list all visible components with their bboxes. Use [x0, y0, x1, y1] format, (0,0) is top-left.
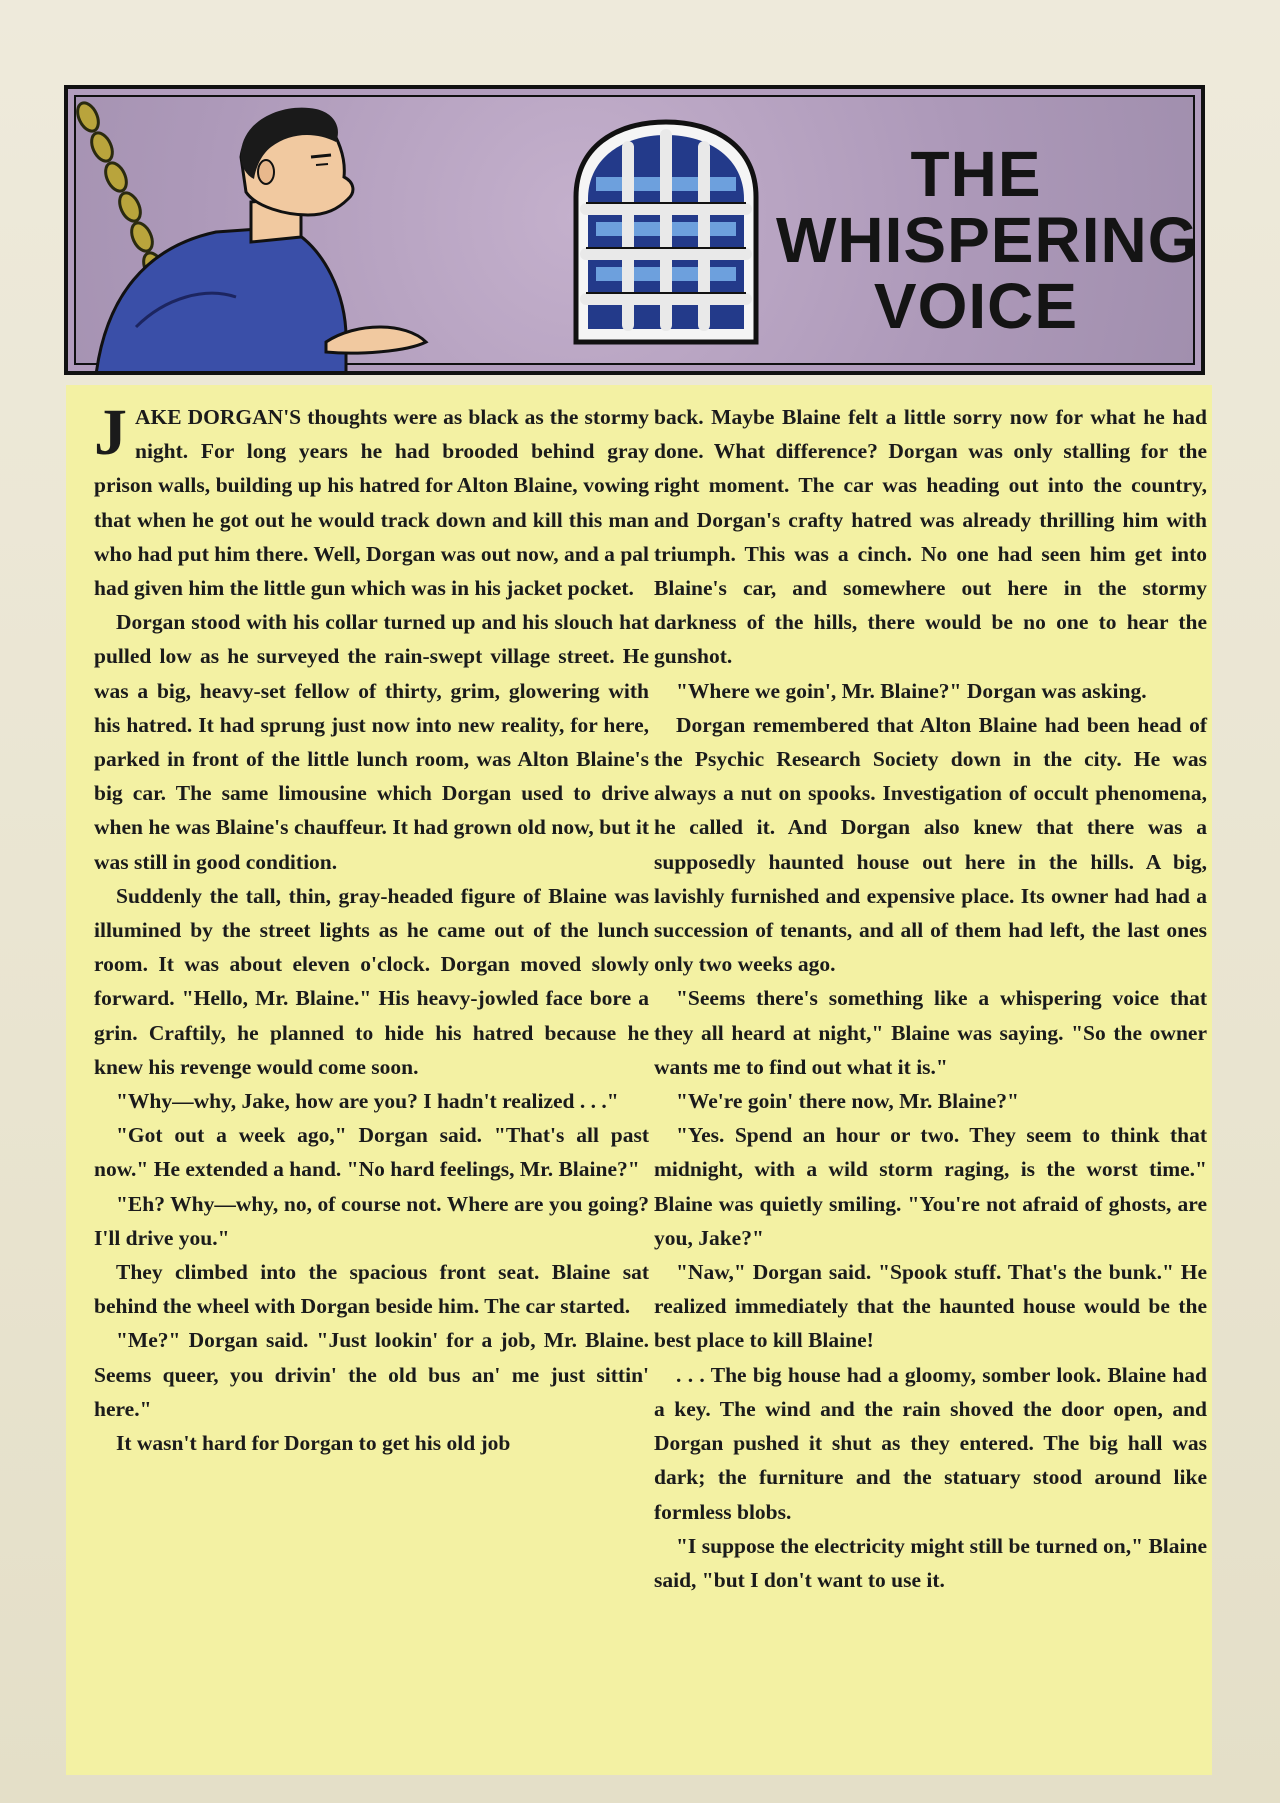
title-panel: [64, 85, 1205, 375]
prisoner-figure-illustration: [76, 97, 496, 375]
story-paragraph: [94, 396, 649, 605]
story-column-left: [94, 396, 649, 1460]
story-text-area: [66, 385, 1212, 1775]
story-paragraph: Dorgan remembered that Alton Blaine had been head of the Psychic Research Society down in the city. He was always a nut on spooks. Investigation of occult phenomena, he called it. And Dorgan also knew that there was a supposedly haunted house out here in the hills. A big, lavishly furnished and expensive place. Its owner had had a succession of tenants, and all of them had left, the last ones only two weeks ago.: [654, 712, 1207, 977]
title-line-3: VOICE: [873, 270, 1079, 342]
story-paragraph: "We're goin' there now, Mr. Blaine?": [676, 1089, 1019, 1114]
story-paragraph: Suddenly the tall, thin, gray-headed figure of Blaine was illumined by the street lights as he came out of the lunch room. It was about eleven o'clock. Dorgan moved slowly forward. "Hello, Mr. Blaine." His heavy-jowled face bore a grin. Craftily, he planned to hide his hatred because he knew his revenge would come soon.: [94, 883, 649, 1079]
story-paragraph: back. Maybe Blaine felt a little sorry now for what he had done. What difference? Dorgan was only stalling for the right moment. The car was heading out into the country, and Dorgan's crafty hatred was already thrilling him with triumph. This was a cinch. No one had seen him get into Blaine's car, and somewhere out here in the stormy darkness of the hills, there would be no one to hear the gunshot.: [654, 405, 1207, 669]
drop-cap: J: [94, 396, 127, 469]
story-paragraph: They climbed into the spacious front seat. Blaine sat behind the wheel with Dorgan beside him. The car started.: [94, 1260, 649, 1319]
story-paragraph: "Seems there's something like a whispering voice that they all heard at night," Blaine was saying. "So the owner wants me to find out what it is.": [654, 986, 1207, 1079]
story-paragraph: "Why—why, Jake, how are you? I hadn't realized . . .": [116, 1089, 619, 1114]
story-paragraph: "Where we goin', Mr. Blaine?" Dorgan was asking.: [676, 678, 1147, 703]
story-paragraph: "Me?" Dorgan said. "Just lookin' for a job, Mr. Blaine. Seems queer, you drivin' the old bus an' me just sittin' here.": [94, 1328, 649, 1421]
story-paragraph: "Naw," Dorgan said. "Spook stuff. That's the bunk." He realized immediately that the haunted house would be the best place to kill Blaine!: [654, 1260, 1207, 1353]
title-line-1: THE: [910, 138, 1042, 210]
story-paragraph: "Got out a week ago," Dorgan said. "That's all past now." He extended a hand. "No hard feelings, Mr. Blaine?": [94, 1123, 649, 1182]
title-panel-art: [74, 95, 1199, 365]
story-column-right: [654, 400, 1207, 1597]
story-paragraph: . . . The big house had a gloomy, somber look. Blaine had a key. The wind and the rain shoved the door open, and Dorgan pushed it shut as they entered. The big hall was dark; the furniture and the statuary stood around like formless blobs.: [654, 1362, 1207, 1524]
story-paragraph: Dorgan stood with his collar turned up and his slouch hat pulled low as he surveyed the rain-swept village street. He was a big, heavy-set fellow of thirty, grim, glowering with his hatred. It had sprung just now into new reality, for here, parked in front of the little lunch room, was Alton Blaine's big car. The same limousine which Dorgan used to drive when he was Blaine's chauffeur. It had grown old now, but it was still in good condition.: [94, 610, 649, 874]
title-line-2: WHISPERING: [776, 204, 1199, 276]
story-paragraph: It wasn't hard for Dorgan to get his old job: [116, 1431, 511, 1456]
story-paragraph: "I suppose the electricity might still be turned on," Blaine said, "but I don't want to use it.: [654, 1533, 1207, 1592]
story-paragraph: "Eh? Why—why, no, of course not. Where are you going? I'll drive you.": [94, 1191, 649, 1250]
barred-window-icon: [566, 117, 766, 347]
paragraph-text: AKE DORGAN'S thoughts were as black as the stormy night. For long years he had brooded behind gray prison walls, building up his hatred for Alton Blaine, vowing that when he got out he would track down and kill this man who had put him there. Well, Dorgan was out now, and a pal had given him the little gun which was in his jacket pocket.: [94, 405, 649, 601]
story-title: [776, 138, 1199, 342]
story-paragraph: "Yes. Spend an hour or two. They seem to think that midnight, with a wild storm raging, is the worst time." Blaine was quietly smiling. "You're not afraid of ghosts, are you, Jake?": [654, 1123, 1207, 1250]
